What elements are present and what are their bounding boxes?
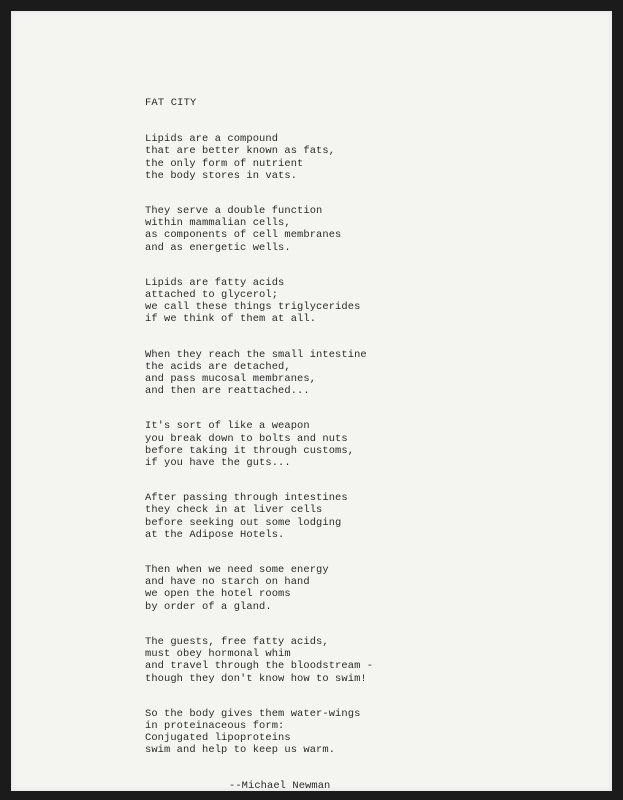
stanza-9	[145, 708, 565, 757]
poem-line: as components of cell membranes	[145, 229, 342, 242]
poem-line: you break down to bolts and nuts	[145, 432, 348, 445]
poem-line: the only form of nutrient	[145, 157, 304, 170]
stanza-3	[145, 277, 565, 326]
poem-line: and pass mucosal membranes,	[145, 373, 317, 386]
stanza-8	[145, 636, 565, 685]
stanza-4	[145, 349, 565, 398]
poem	[145, 97, 565, 792]
poem-line: and have no starch on hand	[145, 576, 310, 589]
poem-line: we call these things triglycerides	[145, 301, 361, 314]
poem-line: at the Adipose Hotels.	[145, 528, 285, 541]
poem-line: and then are reattached...	[145, 385, 310, 398]
poem-line: Lipids are fatty acids	[145, 276, 285, 289]
stanza-6	[145, 492, 565, 541]
poem-line: Then when we need some energy	[145, 564, 329, 577]
poem-line: though they don't know how to swim!	[145, 672, 367, 685]
poem-line: the body stores in vats.	[145, 169, 298, 182]
poem-line: and travel through the bloodstream -	[145, 660, 374, 673]
poem-line: by order of a gland.	[145, 600, 272, 613]
poem-line: they check in at liver cells	[145, 504, 323, 517]
poem-line: the acids are detached,	[145, 360, 291, 373]
poem-title: FAT CITY	[145, 97, 197, 109]
stanza-1	[145, 133, 565, 182]
poem-line: in proteinaceous form:	[145, 719, 285, 732]
poem-line: The guests, free fatty acids,	[145, 635, 329, 648]
poem-line: After passing through intestines	[145, 492, 348, 505]
stanza-5	[145, 420, 565, 469]
poem-line: if we think of them at all.	[145, 313, 317, 326]
document-page	[11, 11, 612, 791]
poem-line: When they reach the small intestine	[145, 348, 367, 361]
poem-line: we open the hotel rooms	[145, 588, 291, 601]
poem-line: and as energetic wells.	[145, 241, 291, 254]
poem-line: within mammalian cells,	[145, 217, 291, 230]
poem-line: Lipids are a compound	[145, 133, 279, 146]
poem-line: They serve a double function	[145, 205, 323, 218]
author-signature: --Michael Newman	[229, 779, 331, 792]
poem-line: attached to glycerol;	[145, 289, 279, 302]
stanza-2	[145, 205, 565, 254]
poem-line: It's sort of like a weapon	[145, 420, 310, 433]
poem-line: before seeking out some lodging	[145, 516, 342, 529]
poem-line: must obey hormonal whim	[145, 648, 291, 661]
poem-line: So the body gives them water-wings	[145, 707, 361, 720]
poem-line: Conjugated lipoproteins	[145, 732, 291, 745]
poem-line: swim and help to keep us warm.	[145, 744, 336, 757]
poem-line: if you have the guts...	[145, 457, 291, 470]
poem-line: before taking it through customs,	[145, 444, 355, 457]
stanza-7	[145, 564, 565, 613]
poem-line: that are better known as fats,	[145, 145, 336, 158]
